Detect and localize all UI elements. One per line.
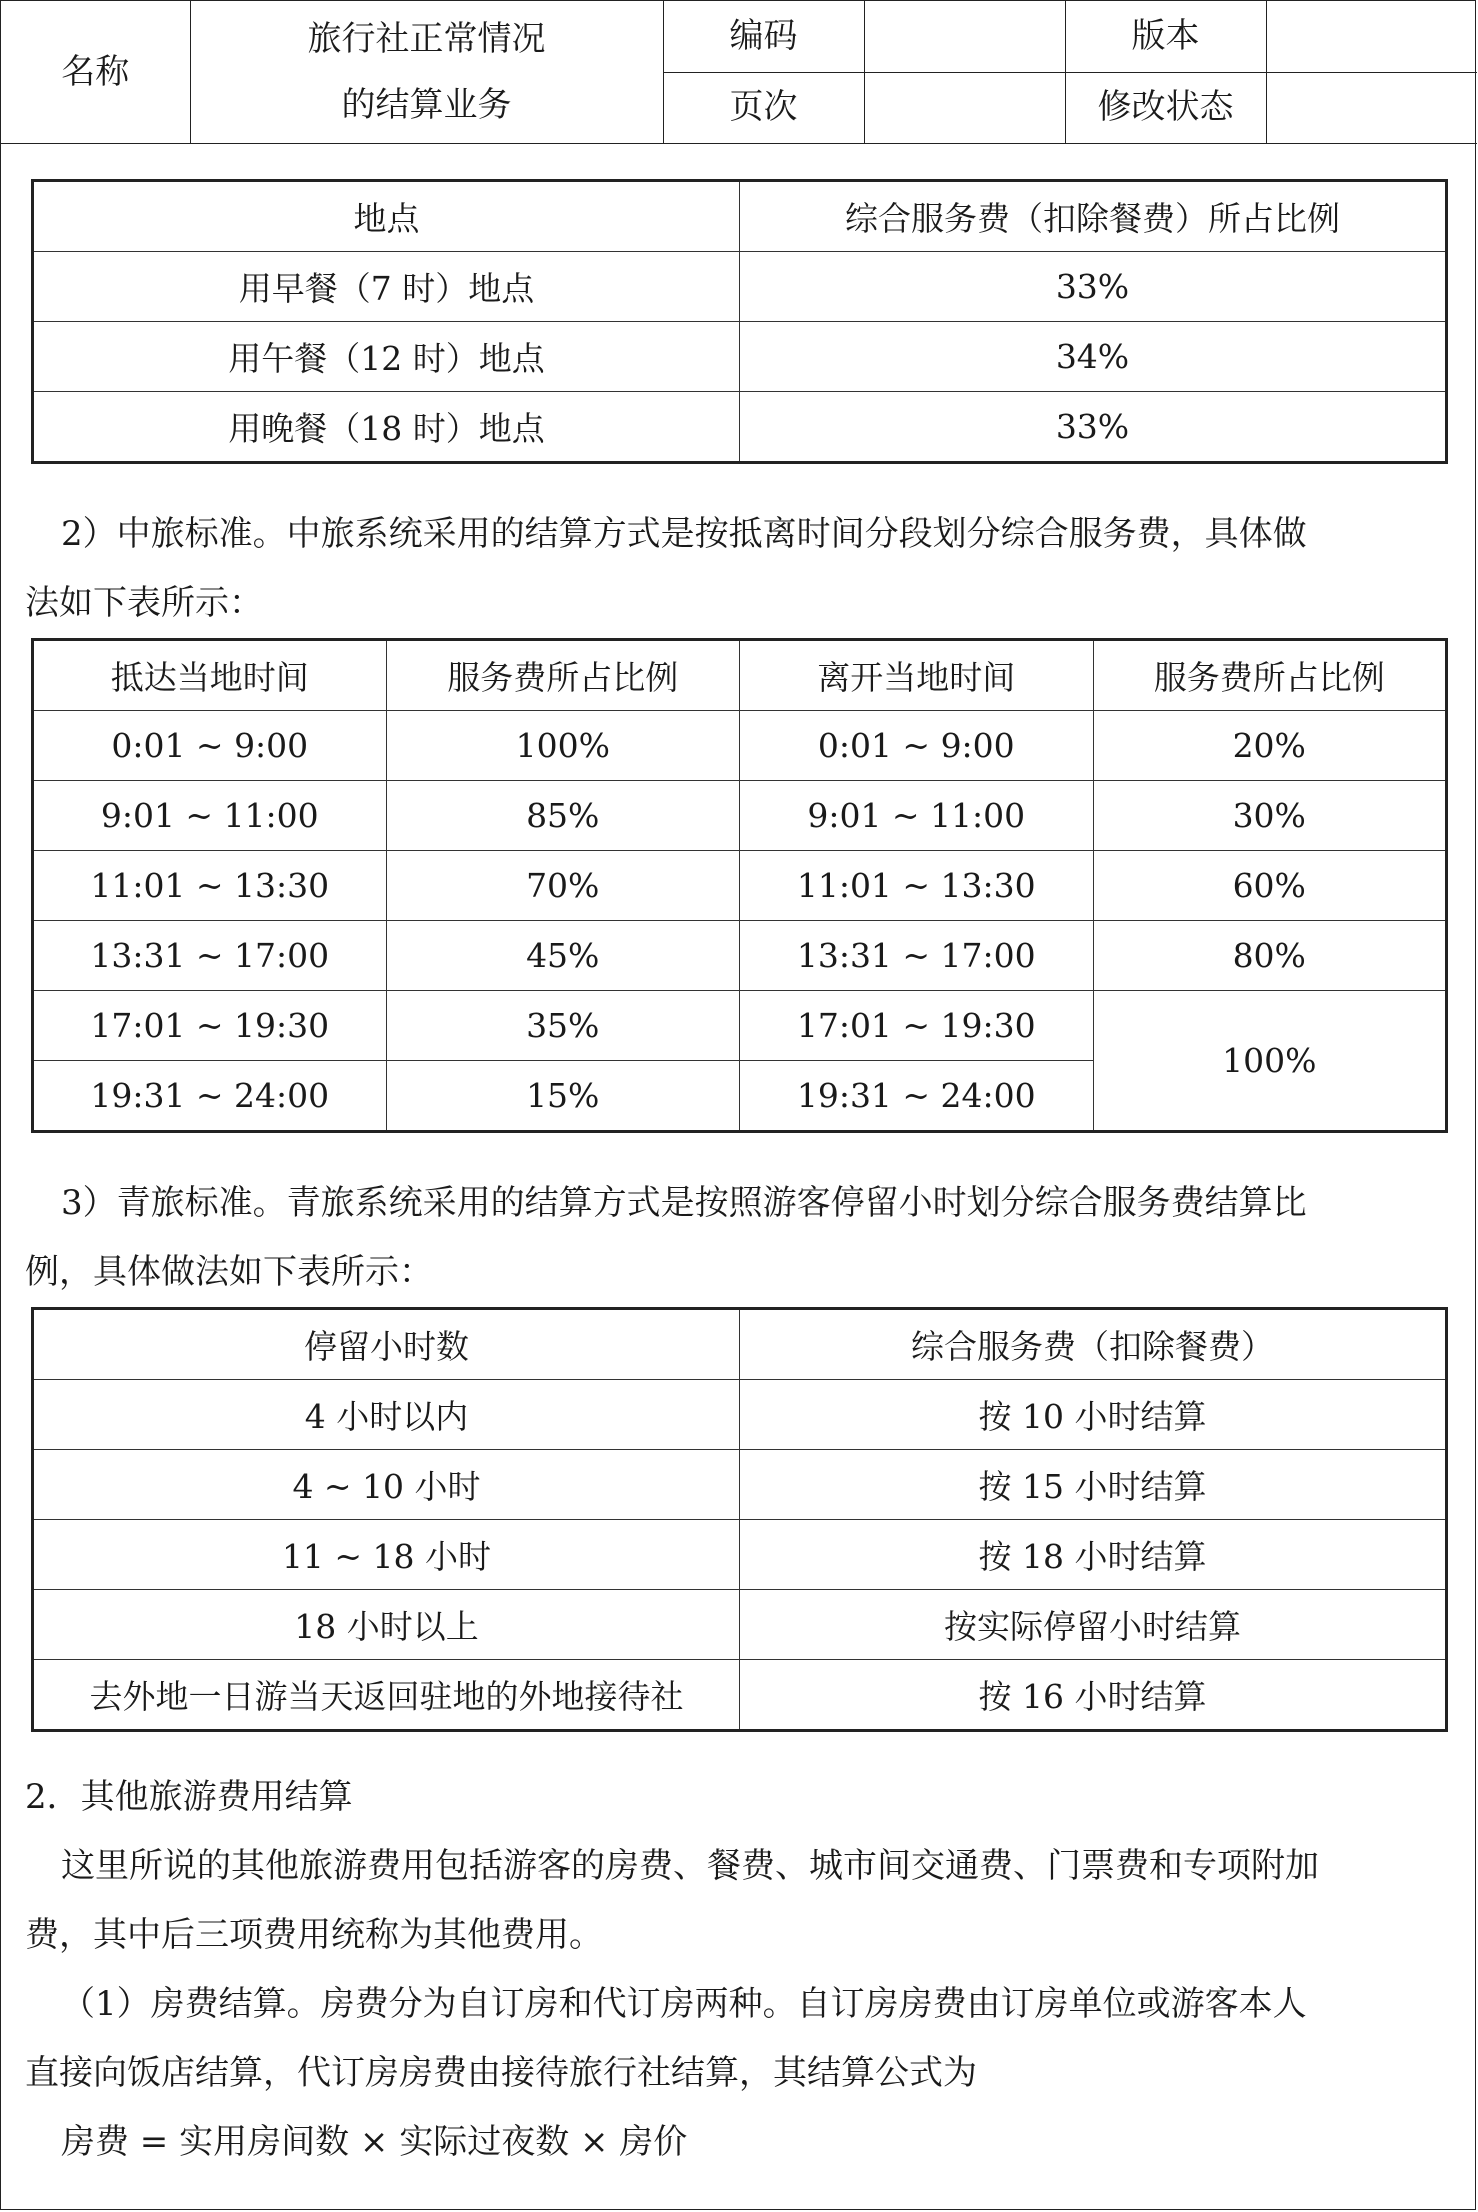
table-row (33, 322, 1447, 392)
paragraph-line: 法如下表所示： (25, 583, 263, 623)
table-cell: 70% (386, 851, 740, 921)
table-header-row (33, 1309, 1447, 1380)
document-title-line2: 的结算业务 (341, 84, 512, 125)
table-header-row (33, 640, 1447, 711)
table-row (33, 1590, 1447, 1660)
name-label: 名称 (1, 1, 190, 143)
table-row (33, 711, 1447, 781)
table-row (33, 851, 1447, 921)
paragraph-line: 费，其中后三项费用统称为其他费用。 (25, 1915, 603, 1955)
revision-value (1266, 72, 1477, 143)
column-header: 地点 (33, 181, 740, 252)
table-cell: 35% (386, 991, 740, 1061)
table-cell: 60% (1093, 851, 1447, 921)
merged-table-cell: 100% (1093, 991, 1447, 1132)
table-cell: 0:01 ~ 9:00 (33, 711, 387, 781)
paragraph-line: 直接向饭店结算，代订房房费由接待旅行社结算，其结算公式为 (25, 2053, 977, 2093)
table-cell: 用晚餐（18 时）地点 (33, 392, 740, 463)
table-cell: 按 15 小时结算 (740, 1450, 1447, 1520)
table-cell: 34% (740, 322, 1447, 392)
table-cell: 13:31 ~ 17:00 (33, 921, 387, 991)
table-row (33, 1660, 1447, 1731)
table-cell: 用午餐（12 时）地点 (33, 322, 740, 392)
table-cell: 按实际停留小时结算 (740, 1590, 1447, 1660)
table-row (33, 1520, 1447, 1590)
other-fees-section (25, 1763, 1455, 2177)
table-cell: 15% (386, 1061, 740, 1132)
table-cell: 33% (740, 252, 1447, 322)
paragraph-line: 这里所说的其他旅游费用包括游客的房费、餐费、城市间交通费、门票费和专项附加 (61, 1846, 1319, 1886)
version-label: 版本 (1065, 1, 1266, 72)
table-cell: 30% (1093, 781, 1447, 851)
table-cell: 按 16 小时结算 (740, 1660, 1447, 1731)
document-title (190, 1, 663, 143)
column-header: 停留小时数 (33, 1309, 740, 1380)
column-header: 离开当地时间 (740, 640, 1094, 711)
table-cell: 85% (386, 781, 740, 851)
column-header: 抵达当地时间 (33, 640, 387, 711)
table-cell: 13:31 ~ 17:00 (740, 921, 1094, 991)
paragraph-line: 3）青旅标准。青旅系统采用的结算方式是按照游客停留小时划分综合服务费结算比 (61, 1183, 1307, 1223)
table-cell: 11:01 ~ 13:30 (740, 851, 1094, 921)
table-cell: 18 小时以上 (33, 1590, 740, 1660)
column-header: 服务费所占比例 (386, 640, 740, 711)
table-cell: 11:01 ~ 13:30 (33, 851, 387, 921)
document-title-line1: 旅行社正常情况 (307, 18, 546, 59)
table-row (33, 781, 1447, 851)
meal-ratio-table (31, 179, 1448, 464)
table-cell: 用早餐（7 时）地点 (33, 252, 740, 322)
table-cell: 33% (740, 392, 1447, 463)
section-heading: 2．其他旅游费用结算 (25, 1777, 353, 1817)
table-cell: 按 10 小时结算 (740, 1380, 1447, 1450)
version-value (1266, 1, 1477, 72)
table-cell: 0:01 ~ 9:00 (740, 711, 1094, 781)
table-row (33, 921, 1447, 991)
table-cell: 17:01 ~ 19:30 (33, 991, 387, 1061)
paragraph-line: 2）中旅标准。中旅系统采用的结算方式是按抵离时间分段划分综合服务费，具体做 (61, 514, 1307, 554)
page-value (864, 72, 1065, 143)
table-header-row (33, 181, 1447, 252)
code-value (864, 1, 1065, 72)
table-cell: 11 ~ 18 小时 (33, 1520, 740, 1590)
revision-label: 修改状态 (1065, 72, 1266, 143)
table-cell: 4 ~ 10 小时 (33, 1450, 740, 1520)
table-cell: 9:01 ~ 11:00 (33, 781, 387, 851)
table-cell: 4 小时以内 (33, 1380, 740, 1450)
table-cell: 100% (386, 711, 740, 781)
code-label: 编码 (663, 1, 864, 72)
document-header (1, 1, 1477, 144)
table-cell: 按 18 小时结算 (740, 1520, 1447, 1590)
stay-hours-table (31, 1307, 1448, 1732)
paragraph-line: 例，具体做法如下表所示： (25, 1252, 433, 1292)
column-header: 综合服务费（扣除餐费）所占比例 (740, 181, 1447, 252)
column-header: 服务费所占比例 (1093, 640, 1447, 711)
table-cell: 9:01 ~ 11:00 (740, 781, 1094, 851)
table-cell: 80% (1093, 921, 1447, 991)
table-cell: 19:31 ~ 24:00 (33, 1061, 387, 1132)
table-cell: 去外地一日游当天返回驻地的外地接待社 (33, 1660, 740, 1731)
room-fee-formula: 房费 = 实用房间数 × 实际过夜数 × 房价 (61, 2122, 688, 2162)
column-header: 综合服务费（扣除餐费） (740, 1309, 1447, 1380)
table-cell: 17:01 ~ 19:30 (740, 991, 1094, 1061)
table-row (33, 392, 1447, 463)
table-row (33, 252, 1447, 322)
paragraph-line: （1）房费结算。房费分为自订房和代订房两种。自订房房费由订房单位或游客本人 (61, 1984, 1307, 2024)
cyts-standard-paragraph (25, 1169, 1455, 1307)
arrival-departure-ratio-table (31, 638, 1448, 1133)
cits-standard-paragraph (25, 500, 1455, 638)
table-cell: 45% (386, 921, 740, 991)
table-row (33, 991, 1447, 1061)
table-row (33, 1380, 1447, 1450)
page-label: 页次 (663, 72, 864, 143)
table-cell: 19:31 ~ 24:00 (740, 1061, 1094, 1132)
table-row (33, 1450, 1447, 1520)
table-cell: 20% (1093, 711, 1447, 781)
